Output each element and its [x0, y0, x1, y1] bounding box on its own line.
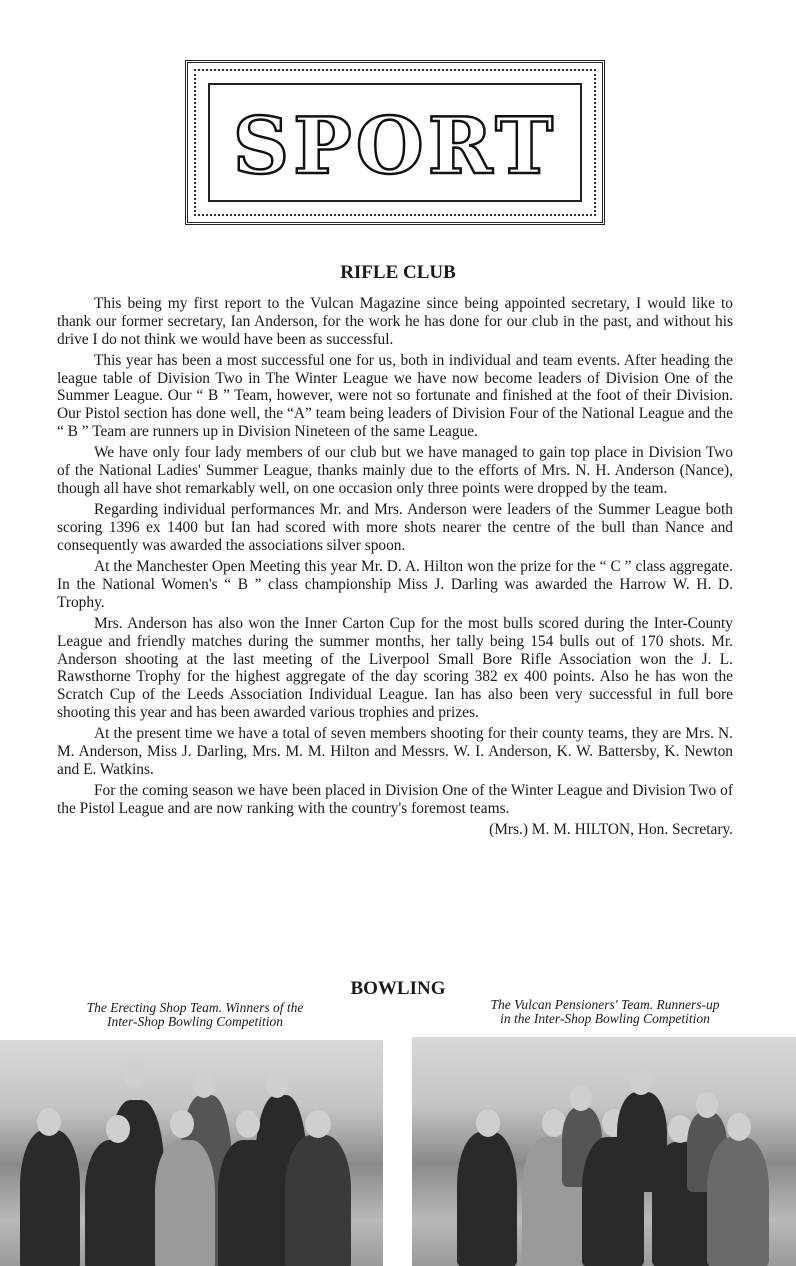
- paragraph: Mrs. Anderson has also won the Inner Carton Cup for the most bulls scored during the Inter-County League and friendly matches during the summer months, her tally being 154 bulls out of 170 shots. Mr. Anderson shooting at the last meeting of the Liverpool Small Bore Rifle Association won the J. L. Rawsthorne Trophy for the highest aggregate of the day scoring 382 ex 400 points. Also he has won the Scratch Cup of the Leeds Association Individual League. Ian has also been very successful in full bore shooting this year and has been awarded various trophies and prizes.: [57, 615, 733, 722]
- person-figure: [20, 1130, 80, 1266]
- person-head: [305, 1110, 331, 1138]
- paragraph: We have only four lady members of our club but we have managed to gain top place in Division Two of the National Ladies' Summer League, thanks mainly due to the efforts of Mrs. N. H. Anderson (Nance), though all have shot remarkably well, on one occasion only three points were dropped by the team.: [57, 444, 733, 497]
- person-head: [236, 1110, 260, 1138]
- paragraph: At the present time we have a total of seven members shooting for their county teams, they are Mrs. N. M. Anderson, Miss J. Darling, Mrs. M. M. Hilton and Messrs. W. I. Anderson, K. W. Battersby, K. Newton and E. Watkins.: [57, 725, 733, 778]
- person-head: [630, 1069, 652, 1095]
- person-figure: [285, 1135, 351, 1266]
- caption-line: The Erecting Shop Team. Winners of the: [86, 1000, 304, 1015]
- paragraph: This being my first report to the Vulcan Magazine since being appointed secretary, I would like to thank our former secretary, Ian Anderson, for the work he has done for our club in the past, and without his drive I do not think we would have been as successful.: [57, 295, 733, 348]
- caption-line: The Vulcan Pensioners' Team. Runners-up: [490, 997, 720, 1012]
- person-head: [266, 1070, 288, 1098]
- sport-title: SPORT: [232, 101, 558, 192]
- person-head: [106, 1115, 130, 1143]
- pensioners-team-photo: [412, 1037, 796, 1266]
- caption-line: in the Inter-Shop Bowling Competition: [500, 1011, 710, 1026]
- person-head: [193, 1070, 215, 1098]
- person-figure: [155, 1140, 215, 1266]
- paragraph: This year has been a most successful one for us, both in individual and team events. After heading the league table of Division Two in The Winter League we have now become leaders of Division One of the Summer League. Our “ B ” Team, however, were not so fortunate and finished at the foot of their Division. Our Pistol section has done well, the “A” team being leaders of Division Four of the National League and the “ B ” Team are runners up in Division Nineteen of the same League.: [57, 351, 733, 441]
- person-head: [123, 1060, 145, 1088]
- rifle-club-heading: RIFLE CLUB: [340, 262, 456, 283]
- person-head: [37, 1108, 61, 1136]
- photo-caption-left: [50, 1001, 340, 1029]
- erecting-shop-team-photo: [0, 1040, 383, 1266]
- person-figure: [85, 1140, 147, 1266]
- rifle-club-article: [57, 295, 733, 839]
- paragraph: For the coming season we have been placed in Division One of the Winter League and Division Two of the Pistol League and are now ranking with the country's foremost teams.: [57, 782, 733, 818]
- signature: (Mrs.) M. M. HILTON, Hon. Secretary.: [489, 821, 733, 839]
- person-head: [696, 1092, 718, 1118]
- person-head: [476, 1109, 500, 1137]
- person-figure: [218, 1140, 280, 1266]
- caption-line: Inter-Shop Bowling Competition: [107, 1014, 283, 1029]
- photo-caption-right: [455, 998, 755, 1026]
- person-head: [570, 1085, 592, 1111]
- sport-banner: [185, 60, 605, 225]
- person-head: [170, 1110, 194, 1138]
- bowling-heading: BOWLING: [350, 978, 446, 999]
- person-head: [727, 1113, 751, 1141]
- paragraph: At the Manchester Open Meeting this year Mr. D. A. Hilton won the prize for the “ C ” class aggregate. In the National Women's “ B ” class championship Miss J. Darling was awarded the Harrow W. H. D. Trophy.: [57, 558, 733, 611]
- paragraph: Regarding individual performances Mr. and Mrs. Anderson were leaders of the Summer League both scoring 1396 ex 1400 but Ian had scored with more shots nearer the centre of the bull than Nance and consequently was awarded the associations silver spoon.: [57, 501, 733, 554]
- person-figure: [457, 1132, 517, 1266]
- person-figure: [707, 1137, 769, 1266]
